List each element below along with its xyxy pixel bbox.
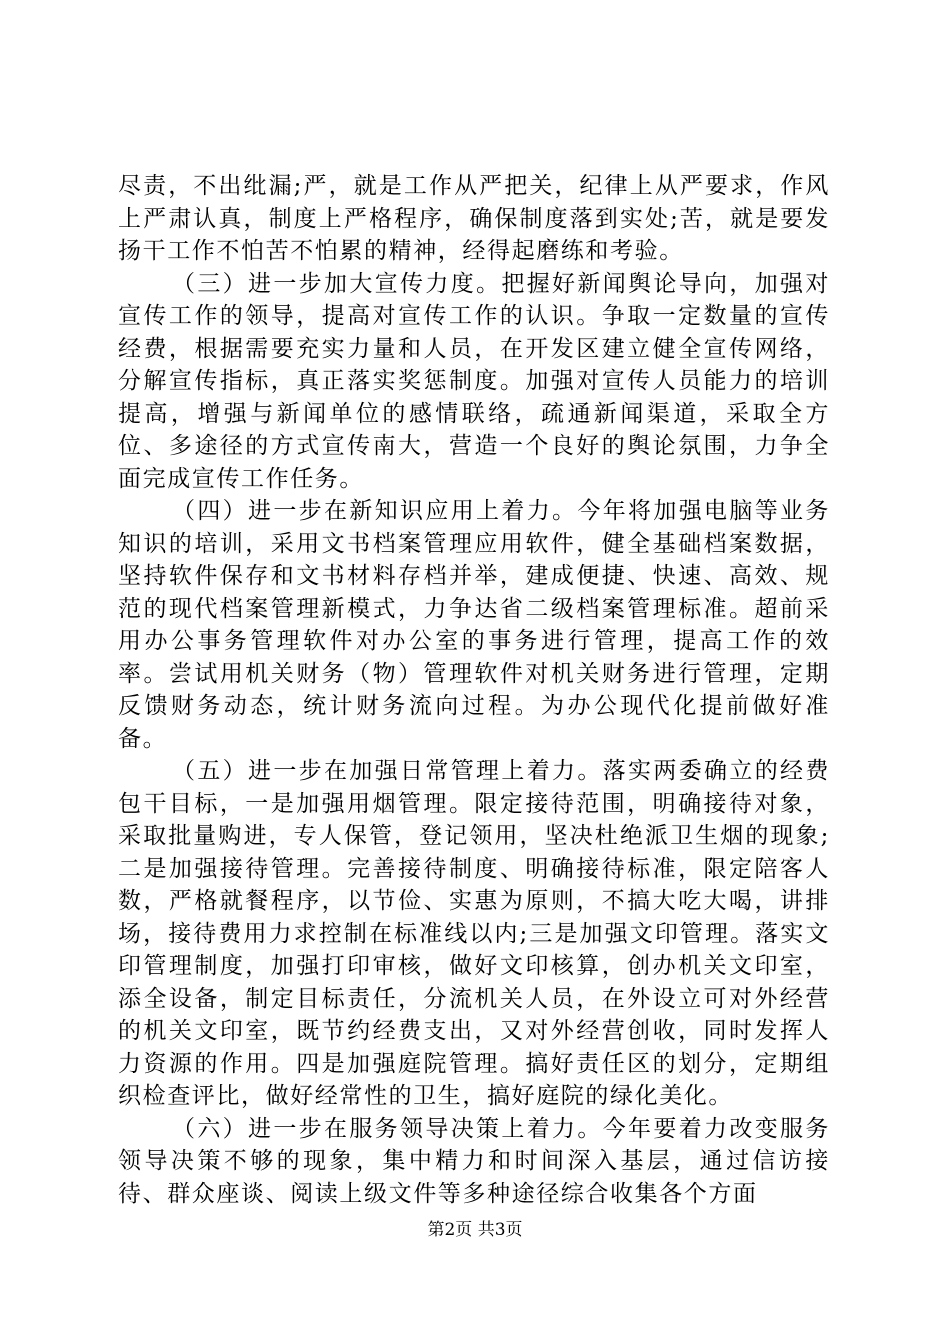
paragraph-continuation: 尽责，不出纰漏;严，就是工作从严把关，纪律上从严要求，作风上严肃认真，制度上严格程序，确保制度落到实处;苦，就是要发扬干工作不怕苦不怕累的精神，经得起磨练和考验。: [118, 173, 830, 264]
page-footer: 第2页 共3页: [427, 1220, 523, 1240]
paragraph-section-3: （三）进一步加大宣传力度。把握好新闻舆论导向，加强对宣传工作的领导，提高对宣传工作的认识。争取一定数量的宣传经费，根据需要充实力量和人员，在开发区建立健全宣传网络，分解宣传指标，真正落实奖惩制度。加强对宣传人员能力的培训提高，增强与新闻单位的感情联络，疏通新闻渠道，采取全方位、多途径的方式宣传南大，营造一个良好的舆论氛围，力争全面完成宣传工作任务。: [118, 270, 830, 492]
paragraph-section-6: （六）进一步在服务领导决策上着力。今年要着力改变服务领导决策不够的现象，集中精力和时间深入基层，通过信访接待、群众座谈、阅读上级文件等多种途径综合收集各个方面: [118, 1115, 830, 1207]
document-body: [118, 170, 830, 1210]
paragraph-section-5: （五）进一步在加强日常管理上着力。落实两委确立的经费包干目标，一是加强用烟管理。限定接待范围，明确接待对象，采取批量购进，专人保管，登记领用，坚决杜绝派卫生烟的现象;二是加强接待管理。完善接待制度、明确接待标准，限定陪客人数，严格就餐程序，以节俭、实惠为原则，不搞大吃大喝，讲排场，接待费用力求控制在标准线以内;三是加强文印管理。落实文印管理制度，加强打印审核，做好文印核算，创办机关文印室，添全设备，制定目标责任，分流机关人员，在外设立可对外经营的机关文印室，既节约经费支出，又对外经营创收，同时发挥人力资源的作用。四是加强庭院管理。搞好责任区的划分，定期组织检查评比，做好经常性的卫生，搞好庭院的绿化美化。: [118, 758, 830, 1109]
paragraph-section-4: （四）进一步在新知识应用上着力。今年将加强电脑等业务知识的培训，采用文书档案管理应用软件，健全基础档案数据，坚持软件保存和文书材料存档并举，建成便捷、快速、高效、规范的现代档案管理新模式，力争达省二级档案管理标准。超前采用办公事务管理软件对办公室的事务进行管理，提高工作的效率。尝试用机关财务（物）管理软件对机关财务进行管理，定期反馈财务动态，统计财务流向过程。为办公现代化提前做好准备。: [118, 498, 830, 752]
